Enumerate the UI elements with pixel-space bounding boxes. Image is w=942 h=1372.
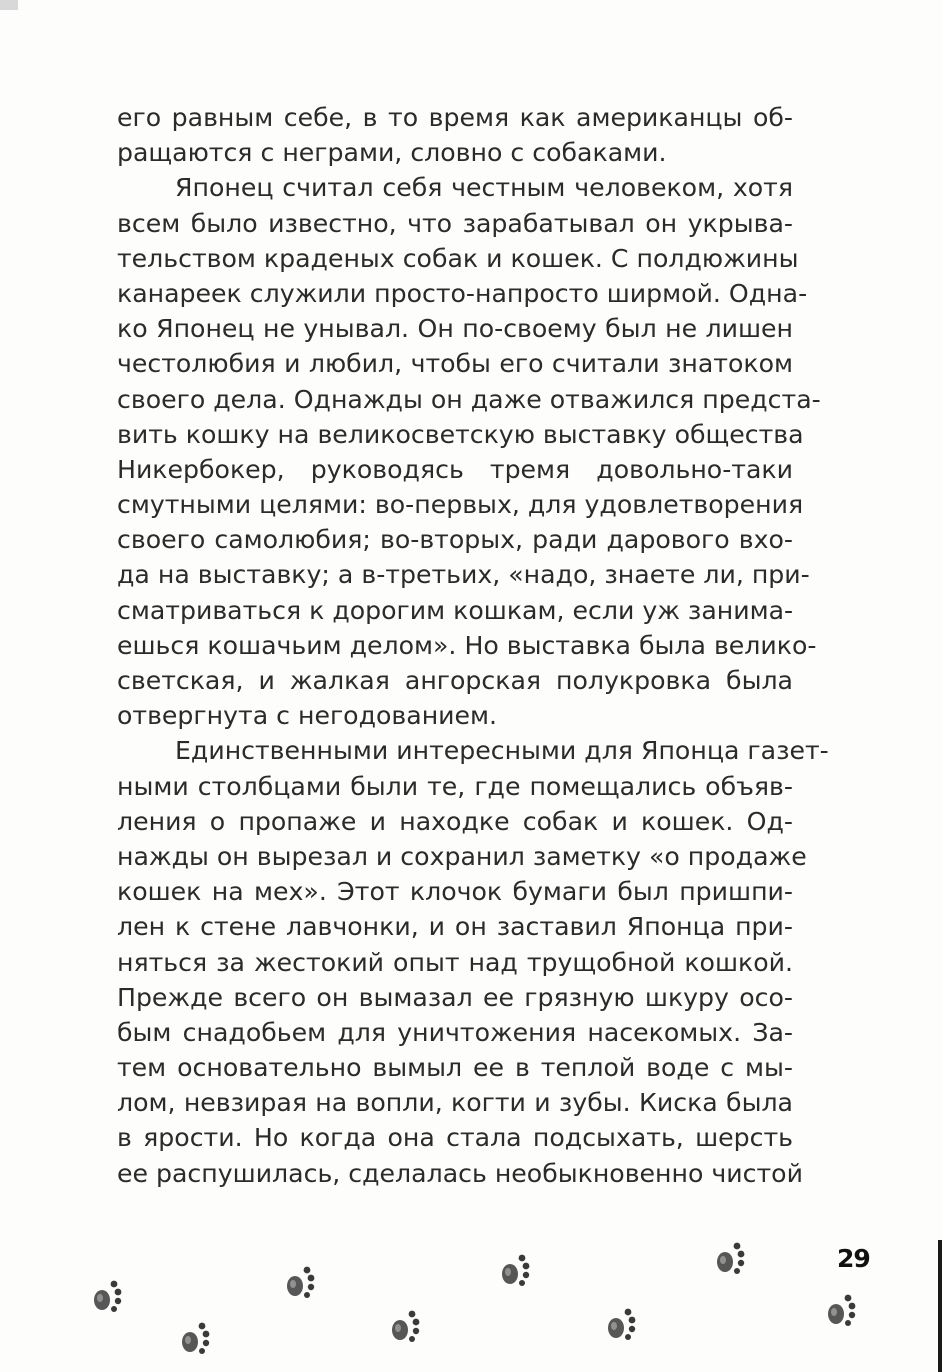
- text-line: светская, и жалкая ангорская полукровка была: [117, 666, 793, 695]
- text-line: ращаются с неграми, словно с собаками.: [117, 138, 667, 168]
- paw-print-icon: [826, 1290, 860, 1328]
- text-line: в ярости. Но когда она стала подсыхать, шерсть: [117, 1123, 793, 1153]
- text-line: всем было известно, что зарабатывал он укрыва-: [117, 208, 793, 238]
- paw-print-icon: [500, 1250, 534, 1288]
- text-line: своего самолюбия; во-вторых, ради дарового вхо-: [117, 525, 793, 555]
- paragraph: [117, 170, 821, 733]
- paw-print-icon: [180, 1318, 214, 1356]
- paw-print-icon: [92, 1276, 126, 1314]
- text-line: няться за жестокий опыт над трущобной кошкой.: [117, 947, 793, 977]
- text-line: бым снадобьем для уничтожения насекомых. За-: [117, 1017, 793, 1047]
- paw-print-icon: [715, 1238, 749, 1276]
- body-text: [117, 100, 829, 1191]
- paragraph: [117, 733, 829, 1190]
- text-line: отвергнута с негодованием.: [117, 701, 498, 731]
- page-edge-shadow: [938, 1240, 942, 1372]
- paw-print-icon: [606, 1304, 640, 1342]
- page-number: 29: [837, 1244, 870, 1273]
- text-line: Единственными интересными для Японца газет-: [175, 736, 829, 766]
- paw-print-icon: [390, 1306, 424, 1344]
- text-line: ными столбцами были те, где помещались объяв-: [117, 771, 793, 801]
- text-line: тельством краденых собак и кошек. С полдюжины: [117, 243, 799, 273]
- text-line: тем основательно вымыл ее в теплой воде с мы-: [117, 1053, 793, 1083]
- scan-corner-mark: [0, 0, 18, 10]
- paragraph: [117, 100, 793, 170]
- text-line: лен к стене лавчонки, и он заставил Японца при-: [117, 912, 793, 942]
- text-line: ее распушилась, сделалась необыкновенно чистой: [117, 1158, 803, 1188]
- text-line: смутными целями: во-первых, для удовлетворения: [117, 490, 804, 520]
- text-line: да на выставку; а в-третьих, «надо, знаете ли, при-: [117, 560, 810, 590]
- text-line: его равным себе, в то время как американцы об-: [117, 103, 793, 132]
- text-line: кошек на мех». Этот клочок бумаги был пришпи-: [117, 877, 793, 907]
- text-line: сматриваться к дорогим кошкам, если уж занима-: [117, 595, 794, 625]
- text-line: Японец считал себя честным человеком, хотя: [175, 173, 793, 203]
- text-line: ления о пропаже и находке собак и кошек. Од-: [117, 806, 793, 836]
- paw-print-icon: [285, 1262, 319, 1300]
- text-line: Никербокер, руководясь тремя довольно-таки: [117, 454, 793, 484]
- text-line: нажды он вырезал и сохранил заметку «о продаже: [117, 841, 807, 871]
- text-line: честолюбия и любил, чтобы его считали знатоком: [117, 349, 793, 379]
- text-line: своего дела. Однажды он даже отважился предста-: [117, 384, 821, 414]
- text-line: вить кошку на великосветскую выставку общества: [117, 419, 804, 449]
- text-line: ешься кошачьим делом». Но выставка была велико-: [117, 630, 817, 660]
- text-line: Прежде всего он вымазал ее грязную шкуру осо-: [117, 982, 793, 1012]
- text-line: ко Японец не унывал. Он по-своему был не лишен: [117, 314, 793, 344]
- text-line: лом, невзирая на вопли, когти и зубы. Киска была: [117, 1088, 793, 1118]
- text-line: канареек служили просто-напросто ширмой. Одна-: [117, 278, 808, 308]
